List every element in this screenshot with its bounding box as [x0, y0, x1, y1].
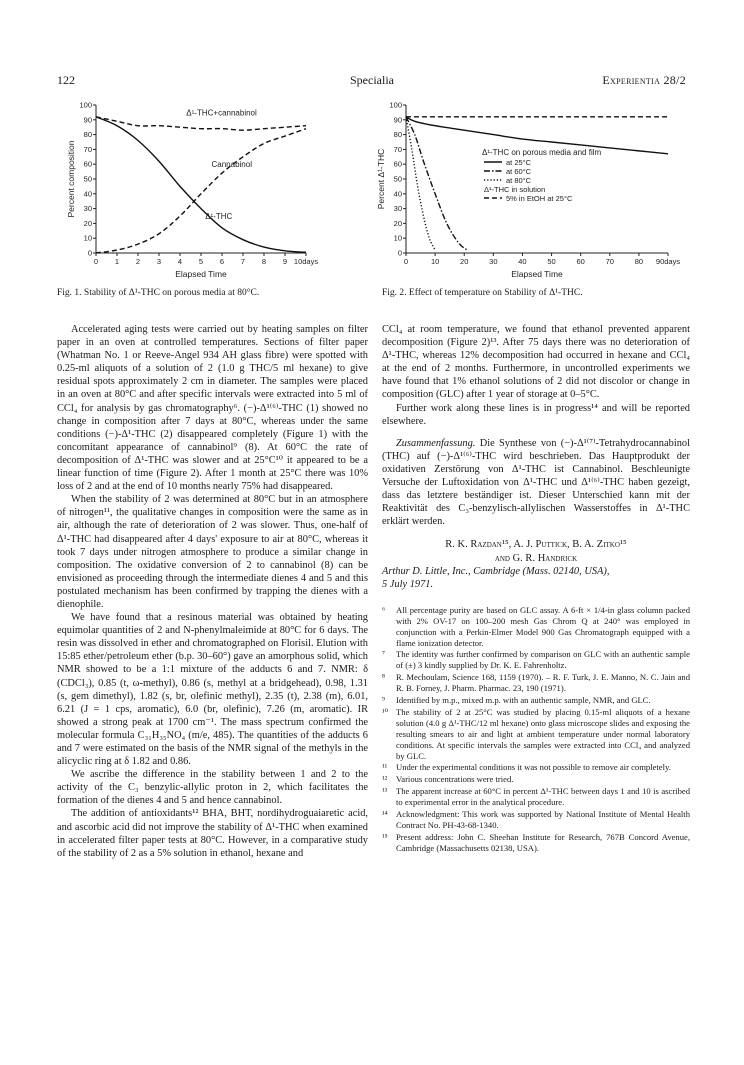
y-tick-label: 60 [393, 159, 402, 169]
y-tick-label: 0 [87, 248, 92, 258]
body-paragraph: CCl₄ at room temperature, we found that ethanol prevented apparent decomposition (Figure 2)¹³. After 75 days there was no deterioration of Δ¹-THC, whereas 12% decomposition had occurred in hexane and CCl₄ at the end of 2 months. Furthermore, in uncontrolled experiments we have found that 1% ethanol solutions of 2 did not discolor or change in composition (GLC) after 1 year of storage at 0–5°C. [382, 324, 690, 401]
y-tick-label: 100 [389, 100, 402, 110]
x-tick-label: 20 [460, 257, 469, 266]
footnote-number: ¹⁵ [382, 831, 388, 842]
legend-label: Δ¹-THC in solution [484, 185, 546, 194]
y-tick-label: 50 [83, 174, 92, 184]
x-tick-label: 1 [114, 257, 120, 266]
footnote-text: Acknowledgment: This work was supported by National Institute of Mental Health Contract No. PH-43-68-1340. [396, 809, 690, 830]
x-tick-label: 0 [403, 257, 409, 266]
y-tick-label: 50 [393, 174, 402, 184]
y-tick-label: 70 [393, 144, 402, 154]
x-tick-label: 3 [156, 257, 162, 266]
authors-line: and G. R. Handrick [494, 552, 578, 564]
affiliation [382, 565, 690, 591]
footnote [382, 762, 690, 773]
authors [382, 538, 690, 564]
footnote [382, 695, 690, 706]
footnote-number: ¹⁰ [382, 706, 389, 717]
zusammenfassung-label: Zusammenfassung. [396, 437, 476, 449]
footnote-text: Under the experimental conditions it was not possible to remove air completely. [396, 762, 671, 773]
footnote [382, 786, 690, 808]
x-tick-label: 50 [547, 257, 556, 266]
figure-2-chart [372, 95, 692, 280]
legend-label: at 25°C [506, 158, 532, 167]
y-tick-label: 70 [83, 144, 92, 154]
y-tick-label: 30 [393, 204, 402, 214]
footnote-number: ⁷ [382, 649, 385, 660]
body-paragraph: Accelerated aging tests were carried out by heating samples on filter paper in an oven at controlled temperatures. Sections of filter paper (Whatman No. 1 or Reeve-Angel 934 AH glass fibre) were spotted with 0.25-ml aliquots of a solution of 2 (1.0 g THC/5 ml hexane) to give residual spots approximately 2 cm in diameter. The samples were placed in an oven at 80°C and after specific intervals were extracted into 5 ml of CCl₄ for analysis by gas chromatography⁶. (−)-Δ¹⁽⁶⁾-THC (1) showed no change in composition after 7 days at 80°C, whereas under the same conditions (−)-Δ¹-THC (2) disappeared completely (Figure 1) with the concomitant appearance of cannabinol⁹ (8). At 60°C the rate of decomposition of Δ¹-THC was slower and at 25°C¹⁰ it appeared to be a linear function of time (Figure 2). After 1 month at 25°C there was 10% loss of 2 and at the end of 10 months nearly 75% had disappeared. [57, 324, 368, 493]
y-tick-label: 20 [83, 218, 92, 228]
x-tick-label: 40 [518, 257, 527, 266]
page-number: 122 [57, 73, 75, 87]
footnote-text: The apparent increase at 60°C in percent Δ¹-THC between days 1 and 10 is ascribed to experimental error in the analytical procedure. [396, 786, 690, 808]
y-axis-label: Percent Δ¹-THC [376, 148, 386, 210]
footnote [382, 832, 690, 854]
footnote-number: ¹¹ [382, 762, 388, 773]
legend-label: at 80°C [506, 176, 532, 185]
series-line [96, 129, 306, 253]
zusammenfassung [382, 437, 690, 529]
y-tick-label: 10 [83, 233, 92, 243]
y-tick-label: 80 [393, 130, 402, 140]
y-tick-label: 90 [393, 115, 402, 125]
y-tick-label: 10 [393, 233, 402, 243]
zusammenfassung-text: Die Synthese von (−)-Δ¹⁽⁷⁾-Tetrahydrocannabinol (THC) auf (−)-Δ¹⁽⁶⁾-THC wird beschrieben. Das Hauptprodukt der oxidativen Zerstörung von Δ¹-THC ist Cannabinol. Beschleunigte Versuche der Luftoxidation von Δ¹-THC und Δ¹⁽⁶⁾-THC haben gezeigt, dass das letztere beständiger ist. Dieser Unterschied kann mit der Reaktivität des C₃-benzylisch-allylischen Wasserstoffes in Δ¹-THC erklärt werden. [382, 437, 690, 528]
y-tick-label: 90 [83, 115, 92, 125]
figure-1-caption: Fig. 1. Stability of Δ¹-THC on porous media at 80°C. [57, 288, 260, 298]
footnote-text: The identity was further confirmed by comparison on GLC with an authentic sample of (±) 3 kindly supplied by Dr. K. E. Fahrenholtz. [396, 649, 690, 671]
footnote-text: R. Mechoulam, Science 168, 1159 (1970). – R. F. Turk, J. E. Manno, N. C. Jain and R. B. Forney, J. Pharm. Pharmac. 23, 190 (1971). [396, 672, 690, 694]
x-tick-label: 4 [177, 257, 183, 266]
series-label: Cannabinol [211, 160, 252, 170]
journal-name: Experientia 28/2 [602, 73, 686, 87]
footnote-text: The stability of 2 at 25°C was studied by placing 0.15-ml aliquots of a hexane solution (4.0 g Δ¹-THC/12 ml hexane) onto glass microscope slides and exposing the resulting smears to air and light at ambient temperature under normal laboratory conditions. At specific intervals the samples were extracted into CCl₄ and analyzed by GLC. [396, 706, 690, 761]
body-paragraph: We have found that a resinous material was obtained by heating equimolar quantities of 2 and N-phenylmaleimide at 80°C for 6 days. The resin was dissolved in ether and chromatographed on Florisil. Elution with 15:85 ether/petroleum ether (b.p. 30–60°) gave an amorphous solid, which NMR showed to be a 1:1 mixture of the adducts 6 and 7. NMR: δ (CDCl₃), 0.85 (t, ω-methyl), 0.86 (s, methyl at a bridgehead), 0.98, 1.31 (s, gem dimethyl), 1.82 (s, br, olefinic methyl), 2.35 (t), 2.38 (m), 6.01, 6.21 (J = 1 cps, aromatic), 6.0 (br, olefinic), 7.26 (m, aromatic). IR showed a strong peak at 1700 cm⁻¹. The mass spectrum confirmed the molecular formula C₃₁H₃₅NO₄ (m/e, 485). The quantities of the adducts 6 and 7 were estimated on the basis of the NMR signal of the methyls in the alicyclic ring at δ 1.82 and 0.86. [57, 612, 368, 768]
body-paragraph: We ascribe the difference in the stability between 1 and 2 to the activity of the C₃ benzylic-allylic proton in 2, which facilitates the formation of the dienes 4 and 5 and hence cannabinol. [57, 769, 368, 807]
series-label: Δ¹-THC [205, 211, 233, 221]
x-tick-label: 2 [135, 257, 141, 266]
y-tick-label: 100 [79, 100, 92, 110]
x-tick-label: 60 [576, 257, 585, 266]
affiliation-date: 5 July 1971. [382, 578, 434, 590]
figure-2-caption: Fig. 2. Effect of temperature on Stability of Δ¹-THC. [382, 288, 583, 298]
x-tick-label: 8 [261, 257, 267, 266]
y-axis-label: Percent composition [66, 140, 76, 218]
running-section: Specialia [350, 73, 394, 87]
body-paragraph: Further work along these lines is in progress¹⁴ and will be reported elsewhere. [382, 402, 690, 427]
x-tick-label: 7 [240, 257, 246, 266]
x-tick-label: 10 [430, 257, 440, 266]
footnote-number: ⁸ [382, 672, 385, 683]
footnote [382, 649, 690, 671]
body-paragraph: The addition of antioxidants¹² BHA, BHT, nordihydroguaiaretic acid, and ascorbic acid did not improve the stability of Δ¹-THC when examined in accelerated filter paper tests at 80°C. However, in a comparative study of the stability of 2 as a 5% solution in ethanol, hexane and [57, 808, 368, 859]
series-line [96, 117, 306, 130]
body-right-column [382, 323, 690, 855]
x-axis-label: Elapsed Time [175, 269, 227, 279]
footnote-number: ¹² [382, 774, 388, 785]
series-line [96, 117, 306, 252]
body-paragraph: When the stability of 2 was determined at 80°C but in an atmosphere of nitrogen¹¹, the qualitative changes in composition were the same as in air, although the rate of deterioration of 2 was slower. Thus, one-half of Δ¹-THC had disappeared after 4 days' exposure to air at 80°C, whereas it took 7 days under nitrogen atmosphere to produce a similar change in composition. The oxidative conversion of 2 to cannabinol (8) can be envisioned as proceeding through the intermediate dienes 4 and 5 and this postulated mechanism has been confirmed by trapping the dienes with a dienophile. [57, 494, 368, 610]
x-tick-label: 9 [282, 257, 288, 266]
y-tick-label: 30 [83, 204, 92, 214]
x-tick-label: 70 [605, 257, 614, 266]
y-tick-label: 0 [397, 248, 402, 258]
footnotes [382, 605, 690, 854]
legend-title: Δ¹-THC on porous media and film [482, 148, 602, 157]
footnote [382, 672, 690, 694]
affiliation-line: Arthur D. Little, Inc., Cambridge (Mass. 02140, USA), [382, 565, 610, 577]
x-tick-label: 0 [93, 257, 99, 266]
footnote [382, 605, 690, 649]
x-tick-label: 5 [198, 257, 204, 266]
series-label: Δ¹-THC+cannabinol [186, 108, 257, 118]
footnote-number: ¹³ [382, 786, 388, 797]
x-tick-label: 6 [219, 257, 225, 266]
footnote-text: All percentage purity are based on GLC assay. A 6-ft × 1/4-in glass column packed with 2% OV-17 on 100–200 mesh Gas Chrom Q at 240° was employed in conjunction with a Perkin-Elmer Model 900 Gas Chromatograph equipped with a flame ionization detector. [396, 604, 690, 648]
x-tick-label: 80 [634, 257, 644, 266]
y-tick-label: 20 [393, 218, 402, 228]
footnote-number: ⁶ [382, 604, 385, 615]
x-tick-label: 90days [655, 257, 681, 266]
x-axis-label: Elapsed Time [511, 269, 563, 279]
footnote [382, 707, 690, 762]
authors-line: R. K. Razdan¹⁵, A. J. Puttick, B. A. Zitko¹⁵ [445, 539, 627, 551]
footnote [382, 774, 690, 785]
series-line [406, 117, 467, 250]
legend-label: at 60°C [506, 167, 532, 176]
body-left-column [57, 323, 368, 860]
footnote [382, 809, 690, 831]
y-tick-label: 80 [83, 130, 92, 140]
x-tick-label: 30 [489, 257, 498, 266]
legend-label: 5% in EtOH at 25°C [506, 194, 573, 203]
footnote-text: Various concentrations were tried. [396, 774, 514, 785]
footnote-text: Identified by m.p., mixed m.p. with an authentic sample, NMR, and GLC. [396, 695, 651, 706]
footnote-number: ⁹ [382, 695, 385, 706]
x-tick-label: 10days [293, 257, 319, 266]
figure-1-chart [60, 95, 330, 280]
y-tick-label: 40 [83, 189, 92, 199]
y-tick-label: 40 [393, 189, 402, 199]
footnote-number: ¹⁴ [382, 809, 388, 820]
footnote-text: Present address: John C. Sheehan Institute for Research, 767B Concord Avenue, Cambridge (Massachusetts 02138, USA). [396, 831, 690, 853]
y-tick-label: 60 [83, 159, 92, 169]
